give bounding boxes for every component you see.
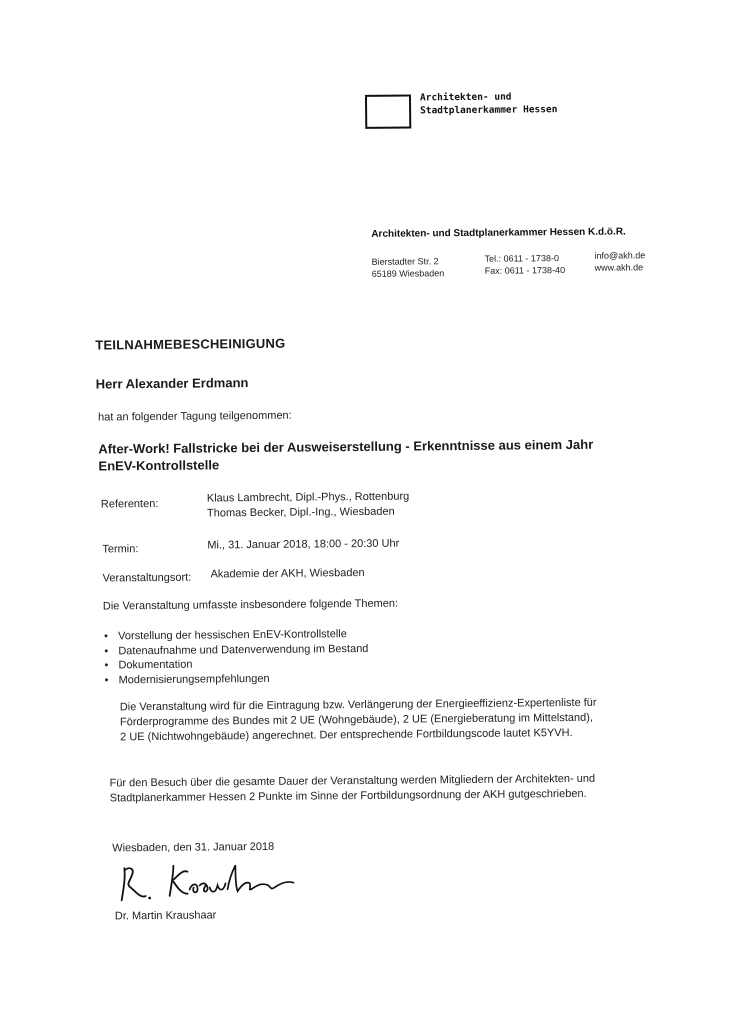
phone-number: Tel.: 0611 - 1738-0 xyxy=(484,253,559,264)
termin-value: Mi., 31. Januar 2018, 18:00 - 20:30 Uhr xyxy=(207,537,400,552)
logo-text-line2: Stadtplanerkammer Hessen xyxy=(420,104,558,117)
credit-line-1: Die Veranstaltung wird für die Eintragung bzw. Verlängerung der Energieeffizienz-Expertenliste für xyxy=(119,696,597,714)
email-link[interactable]: info@akh.de xyxy=(594,250,646,261)
handwritten-signature xyxy=(111,858,311,910)
event-title xyxy=(98,436,593,475)
contact-block xyxy=(594,249,645,273)
org-full-name: Architekten- und Stadtplanerkammer Hessen K.d.ö.R. xyxy=(371,226,626,240)
credit-line-3: 2 UE (Nichtwohngebäude) angerechnet. Der entsprechende Fortbildungscode lautet K5YVH. xyxy=(120,726,573,744)
topics-list xyxy=(104,627,369,688)
akh-logo-box xyxy=(365,94,411,128)
logo-text xyxy=(420,90,558,117)
credit-paragraph xyxy=(120,696,597,746)
event-title-line2: EnEV-Kontrollstelle xyxy=(98,457,220,474)
signatory-name: Dr. Martin Kraushaar xyxy=(114,909,217,923)
referent-1: Klaus Lambrecht, Dipl.-Phys., Rottenburg xyxy=(206,490,410,505)
termin-label: Termin: xyxy=(102,543,139,556)
fax-number: Fax: 0611 - 1738-40 xyxy=(484,265,566,276)
ort-value: Akademie der AKH, Wiesbaden xyxy=(210,566,365,581)
address-block xyxy=(372,255,445,280)
document-title: TEILNAHMEBESCHEINIGUNG xyxy=(95,335,286,353)
recipient-name: Herr Alexander Erdmann xyxy=(95,375,249,392)
list-item: • Modernisierungsempfehlungen xyxy=(105,670,369,687)
website-link[interactable]: www.akh.de xyxy=(594,262,644,273)
points-paragraph xyxy=(109,772,595,807)
referent-2: Thomas Becker, Dipl.-Ing., Wiesbaden xyxy=(206,505,395,520)
credit-line-2: Förderprogramme des Bundes mit 2 UE (Wohngebäude), 2 UE (Energieberatung im Mittelstand), xyxy=(119,711,594,729)
address-street: Bierstadter Str. 2 xyxy=(371,256,439,267)
referenten-label: Referenten: xyxy=(100,497,159,511)
intro-text: hat an folgender Tagung teilgenommen: xyxy=(97,409,292,424)
logo-text-line1: Architekten- und xyxy=(419,91,512,104)
ort-label: Veranstaltungsort: xyxy=(102,571,192,585)
points-line-1: Für den Besuch über die gesamte Dauer der Veranstaltung werden Mitgliedern der Architekten- und xyxy=(109,772,596,790)
list-item: • Vorstellung der hessischen EnEV-Kontrollstelle xyxy=(104,627,368,644)
list-item: • Datenaufnahme und Datenverwendung im Bestand xyxy=(104,641,368,658)
address-city: 65189 Wiesbaden xyxy=(371,268,445,279)
list-item: • Dokumentation xyxy=(104,656,368,673)
place-date: Wiesbaden, den 31. Januar 2018 xyxy=(112,840,275,855)
phone-block xyxy=(484,252,565,277)
points-line-2: Stadtplanerkammer Hessen 2 Punkte im Sinne der Fortbildungsordnung der AKH gutgeschrieben. xyxy=(109,787,587,805)
referenten-list xyxy=(207,490,410,522)
event-title-line1: After-Work! Fallstricke bei der Ausweiserstellung - Erkenntnisse aus einem Jahr xyxy=(98,436,594,457)
topics-intro: Die Veranstaltung umfasste insbesondere folgende Themen: xyxy=(102,597,399,613)
